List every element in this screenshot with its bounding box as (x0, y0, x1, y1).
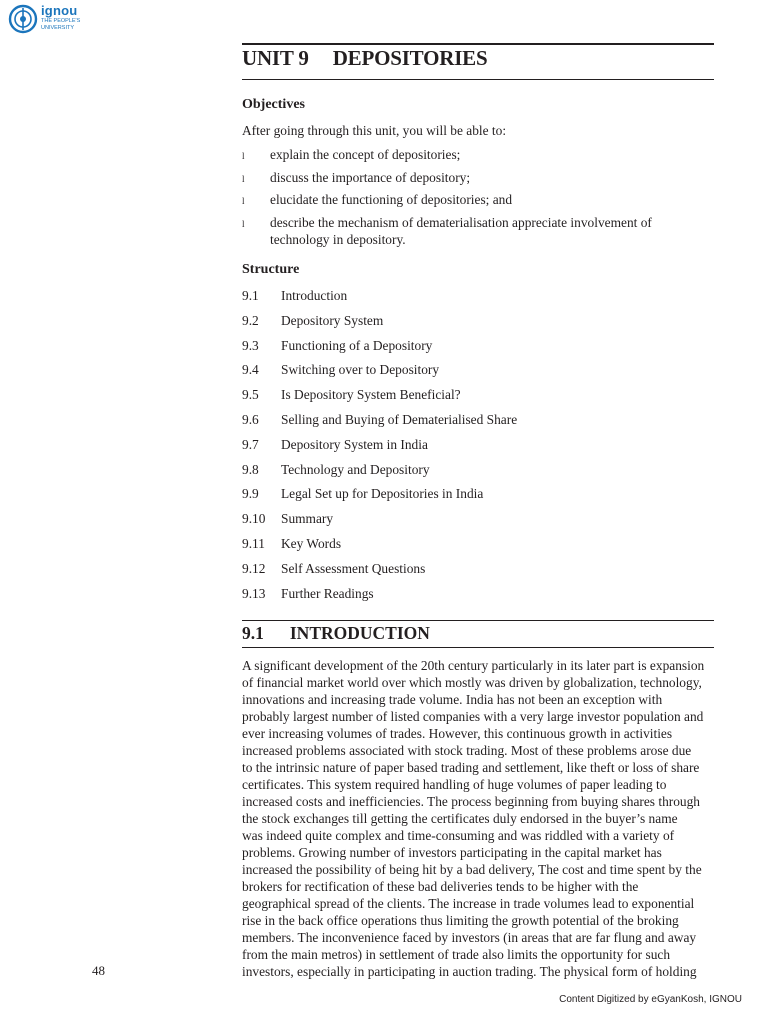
page-number: 48 (92, 963, 105, 978)
ignou-emblem-icon (8, 4, 38, 34)
structure-item: 9.7 Depository System in India (242, 436, 428, 452)
section-number: 9.1 (242, 623, 264, 643)
structure-item: 9.8 Technology and Depository (242, 461, 430, 477)
structure-list (242, 287, 517, 609)
bullet-icon: l (242, 218, 245, 229)
structure-item: 9.5 Is Depository System Beneficial? (242, 387, 461, 403)
section-top-rule (242, 620, 714, 621)
structure-item: 9.12 Self Assessment Questions (242, 560, 426, 576)
objectives-list (242, 146, 714, 254)
unit-name: DEPOSITORIES (332, 46, 488, 70)
section-title (242, 623, 430, 644)
unit-number: UNIT 9 (242, 46, 309, 70)
objectives-heading: Objectives (242, 97, 305, 112)
bullet-icon: l (242, 151, 245, 161)
structure-item: 9.13 Further Readings (242, 585, 374, 601)
objective-item: l discuss the importance of depository; (242, 169, 714, 187)
logo-tagline-1: THE PEOPLE'S (41, 18, 81, 24)
footer-credit: Content Digitized by eGyanKosh, IGNOU (559, 994, 742, 1005)
introduction-paragraph: A significant development of the 20th century particularly in its later part is expansion of financial market world over which mostly was driven by globalization, technology, innovations and increasing trade volume. India has not been an exception with probably largest number of listed companies with a very large investor population and ever increasing volumes of trades. However, this continuous growth in activities increased problems associated with stock trading. Most of these problems arose due to the intrinsic nature of paper based trading and settlement, like theft or loss of share certificates. This system required handling of huge volumes of paper leading to increased costs and inefficiencies. The process beginning from buying shares through the stock exchanges till getting the certificates duly endorsed in the buyer’s name was indeed quite complex and time-consuming and was riddled with a variety of problems. Growing number of investors participating in the capital market has increased the possibility of being hit by a bad delivery, The cost and time spent by the brokers for rectification of these bad deliveries tends to be higher with the geographical spread of the clients. The increase in trade volumes lead to exponential rise in the back office operations thus limiting the growth potential of the broking members. The inconvenience faced by investors (in areas that are far flung and away from the main metros) in settlement of trade also limits the opportunity for such investors, especially in participating in auction trading. The physical form of holding (242, 658, 705, 979)
logo-name: ignou (41, 3, 78, 18)
structure-item: 9.3 Functioning of a Depository (242, 337, 433, 353)
bullet-icon: l (242, 196, 245, 206)
bullet-icon: l (242, 173, 245, 184)
section-name: INTRODUCTION (289, 623, 430, 643)
structure-heading: Structure (242, 262, 300, 277)
structure-item: 9.2 Depository System (242, 312, 384, 328)
objective-item: l elucidate the functioning of depositories; and (242, 191, 714, 209)
section-bottom-rule (242, 647, 714, 648)
structure-item: 9.6 Selling and Buying of Dematerialised Share (242, 411, 518, 427)
structure-item: 9.1 Introduction (242, 288, 348, 303)
unit-title (242, 46, 487, 71)
objectives-intro: After going through this unit, you will be able to: (242, 123, 507, 138)
logo-tagline-2: UNIVERSITY (41, 25, 75, 32)
title-top-rule (242, 43, 714, 45)
objective-item: l explain the concept of depositories; (242, 146, 714, 164)
ignou-logo (8, 4, 80, 34)
objective-item: l describe the mechanism of dematerialisation appreciate involvement of technology in depository. (242, 214, 652, 247)
structure-item: 9.9 Legal Set up for Depositories in India (242, 486, 484, 502)
structure-item: 9.11 Key Words (242, 535, 342, 551)
structure-item: 9.10 Summary (242, 511, 334, 527)
structure-item: 9.4 Switching over to Depository (242, 362, 440, 378)
title-bottom-rule (242, 79, 714, 80)
